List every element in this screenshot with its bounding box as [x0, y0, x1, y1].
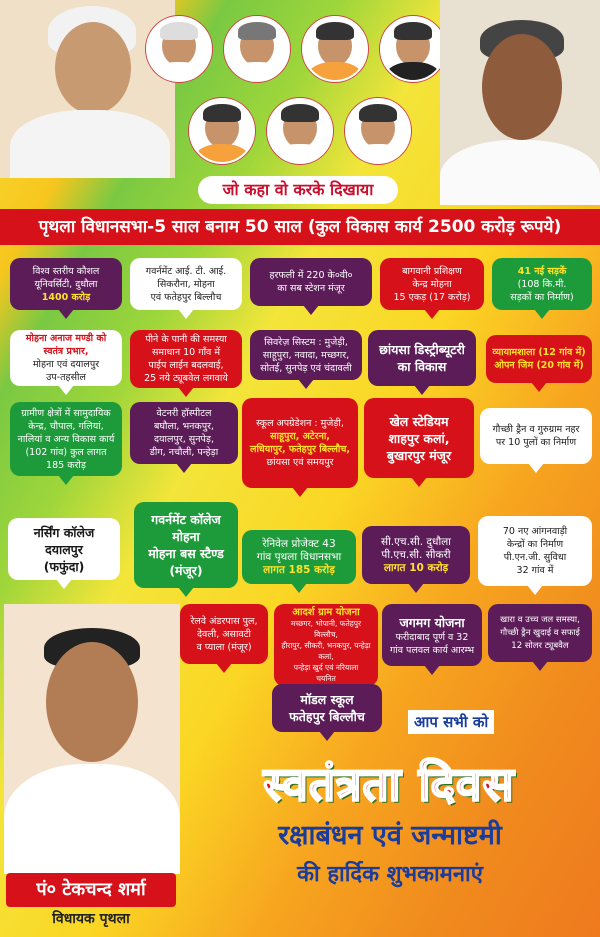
- bubble-rural-works: ग्रामीण क्षेत्रों में सामुदायिक केन्द्र, चौपाल, गलियां, नालियां व अन्य विकास कार्य (102 गांव) कुल लागत 185 करोड़: [10, 402, 122, 476]
- leader-photo-circle-4: [380, 16, 446, 82]
- slogan: जो कहा वो करके दिखाया: [198, 176, 398, 204]
- bubble-stadium: खेल स्टेडियम शाहपुर कलां, बुखारपुर मंजूर: [364, 398, 474, 478]
- bubble-model-school: मॉडल स्कूल फतेहपुर बिल्लौच: [272, 684, 382, 732]
- bubble-distributary: छांयसा डिस्ट्रीब्यूटरी का विकास: [368, 330, 476, 386]
- leader-photo-circle-3: [302, 16, 368, 82]
- bubble-gym: व्यायामशाला (12 गांव में) ओपन जिम (20 गांव में): [486, 335, 592, 383]
- bubble-iti: गवर्नमेंट आई. टी. आई. सिकरौना, मोहना एवं फतेहपुर बिल्लौच: [130, 258, 242, 310]
- bubble-sewerage: सिवरेज़ सिस्टम : मुजेड़ी, साहूपुरा, नवादा, मच्छगर, सोतई, सुनपेड़ एवं चंदावली: [250, 330, 362, 380]
- bubble-grain-market: मोहना अनाज मण्डी को स्वतंत्र प्रभार, मोहना एवं दयालपुर उप-तहसील: [10, 330, 122, 386]
- bubble-vet-hospital: वेटनरी हॉस्पीटल बघौला, भनकपुर, दयालपुर, सुनपेड़, डीग, नचौली, पन्हेड़ा: [130, 402, 238, 464]
- leader-photo-circle-6: [267, 98, 333, 164]
- bubble-horticulture: बागवानी प्रशिक्षण केन्द्र मोहना 15 एकड़ (17 करोड़): [380, 258, 484, 310]
- greeting-line-2: रक्षाबंधन एवं जन्माष्टमी: [278, 820, 502, 851]
- bubble-anganwadi: 70 नए आंगनवाड़ी केन्द्रों का निर्माण पी.एन.जी. सुविधा 32 गांव में: [478, 516, 592, 586]
- headline-banner: पृथला विधानसभा-5 साल बनाम 50 साल (कुल विकास कार्य 2500 करोड़ रूपये): [0, 209, 600, 245]
- leader-photo-circle-7: [345, 98, 411, 164]
- bubble-bridges: गौच्छी ड्रैन व गुरुग्राम नहर पर 10 पुलों का निर्माण: [480, 408, 592, 464]
- bubble-jagmag: जगमग योजना फरीदाबाद पूर्ण व 32 गांव पलवल कार्य आरम्भ: [382, 604, 482, 666]
- mla-photo: [4, 604, 180, 874]
- bubble-model-village: आदर्श ग्राम योजना मच्छगर, भोपानी, फतेहपुर बिल्लौच, हीरापुर, सीकरी, भनकपुर, पन्हेड़ा कलां, पन्हेड़ा खुर्द एवं नरियाला चयनित: [274, 604, 378, 686]
- bubble-saline-water: खारा व उच्च जल समस्या, गौच्छी ड्रैन खुदाई व सफाई 12 सोलर ट्यूबवैल: [488, 604, 592, 662]
- bubble-drinking-water: पीने के पानी की समस्या समाधान 10 गाँव में पाईप लाईन बदलवाई, 25 नये ट्यूबवेल लगवाये: [130, 330, 242, 388]
- bubble-chc: सी.एच.सी. दुधौला पी.एच.सी. सीकरी लागत 10 करोड़: [362, 526, 470, 584]
- bubble-railway-underpass: रेलवे अंडरपास पुल, देवली, असावटी व प्याला (मंजूर): [180, 604, 268, 664]
- greeting-line-3: की हार्दिक शुभकामनाएं: [297, 862, 483, 887]
- bubble-skill-university: विश्व स्तरीय कौशल यूनिवर्सिटी, दुधौला 1400 करोड़: [10, 258, 122, 310]
- greeting-pre: आप सभी को: [408, 710, 494, 734]
- bubble-new-roads: 41 नई सड़कें (108 कि.मी. सड़कों का निर्माण): [492, 258, 592, 310]
- leader-photo-circle-2: [224, 16, 290, 82]
- bubble-rainwell: रेनिवेल प्रोजेक्ट 43 गांव पृथला विधानसभा लागत 185 करोड़: [242, 530, 356, 584]
- leader-photo-right: [440, 0, 600, 205]
- mla-name: पं० टेकचन्द शर्मा: [6, 873, 176, 907]
- leader-photo-circle-5: [189, 98, 255, 164]
- mla-designation: विधायक पृथला: [52, 911, 130, 927]
- leader-photo-circle-1: [146, 16, 212, 82]
- bubble-substation: हरफली में 220 के०वी० का सब स्टेशन मंजूर: [250, 258, 372, 306]
- bubble-govt-college: गवर्नमेंट कॉलेज मोहना मोहना बस स्टैण्ड (मंजूर): [134, 502, 238, 588]
- bubble-school-upgrade: स्कूल अपग्रेडेशन : मुजेड़ी, साहूपुरा, अटेरना, लधियापुर, फतेहपुर बिल्लौच, छांयसा एवं समयपुर: [242, 398, 358, 488]
- bubble-nursing-college: नर्सिंग कॉलेज दयालपुर (फफुंदा): [8, 518, 120, 580]
- greeting-main-title: स्वतंत्रता दिवस: [263, 757, 515, 811]
- leader-photo-left: [0, 0, 175, 178]
